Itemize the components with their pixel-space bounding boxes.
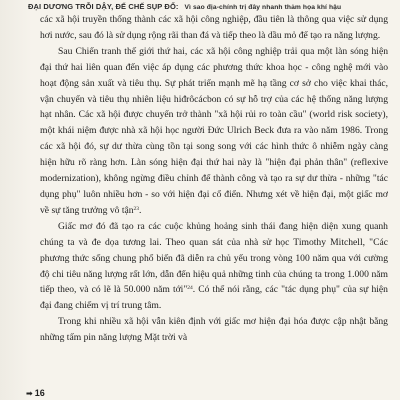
footnote-ref: 23 <box>133 205 140 212</box>
paragraph-3: Giấc mơ đó đã tạo ra các cuộc khủng hoảng sinh thái đang hiện diện xung quanh chúng ta và đe dọa tương lai. Theo quan sát của nhà sử học Timothy Mitchell, "Các phương thức sống chung phổ biến đã diễn ra chủ yếu trong vòng 100 năm qua với cường độ chi tiêu năng lượng rất lớn, dẫn đến hiệu quả những tinh của chúng ta trong 1.000 năm tiếp theo, và có lẽ là 50.000 năm tới"$^{24}$. Có thể nói rằng, các "tác dụng phụ" của sự hiện đại đang chiếm vị trí trung tâm. <box>40 220 388 312</box>
paragraph-1: các xã hội truyền thống thành các xã hội công nghiệp, đầu tiên là thông qua việc sử dụng hơi nước, sau đó là sử dụng rộng rãi than đá và tiếp theo là dầu mỏ để tạo ra năng lượng. <box>40 14 388 41</box>
header-title: ĐẠI DƯƠNG TRỖI DẬY, ĐẾ CHẾ SỤP ĐỔ: <box>28 2 179 11</box>
paragraph-4: Trong khi nhiều xã hội vẫn kiên định với giấc mơ hiện đại hóa được cập nhật bằng những tấm pin năng lượng Mặt trời và <box>40 316 388 344</box>
header-subtitle: Vì sao địa-chính trị đây nhanh thảm họa khí hậu <box>184 4 342 11</box>
page-number: ➡ 16 <box>26 388 45 398</box>
body-text <box>40 12 388 346</box>
footnote-ref: 24 <box>187 285 193 292</box>
arrow-icon: ➡ <box>26 389 33 398</box>
paragraph-2: Sau Chiến tranh thế giới thứ hai, các xã hội công nghiệp trải qua một làn sóng hiện đại thứ hai liên quan đến việc áp dụng các phương thức khoa học - công nghệ mới vào hoạt động sản xuất và tiêu thụ. Sự phát triển mạnh mẽ hạ tầng cơ sở cho việc khai thác, vận chuyển và tiêu thụ nhiên liệu hiđrôcácbon có sự hỗ trợ của các hệ thống năng lượng hạt nhân. Các xã hội được chuyển trở thành "xã hội rủi ro toàn cầu" (world risk society), một khái niệm được nhà xã hội học người Đức Ulrich Beck đưa ra vào năm 1986. Trong các xã hội đó, sự dư thừa cùng tồn tại song song với các hình thức ô nhiễm ngày càng hiện hữu rõ ràng hơn. Làn sóng hiện đại thứ hai này là "hiện đại phản thân" (reflexive modernization), không ngừng điều chỉnh để thành công và tạo ra sự dư thừa - những "tác dụng phụ" luôn nhiều hơn - so với hiện đại cổ điển. Nhưng xét về hiện đại, một giấc mơ về sự tăng trưởng vô tận$^{23}$. <box>40 45 389 216</box>
